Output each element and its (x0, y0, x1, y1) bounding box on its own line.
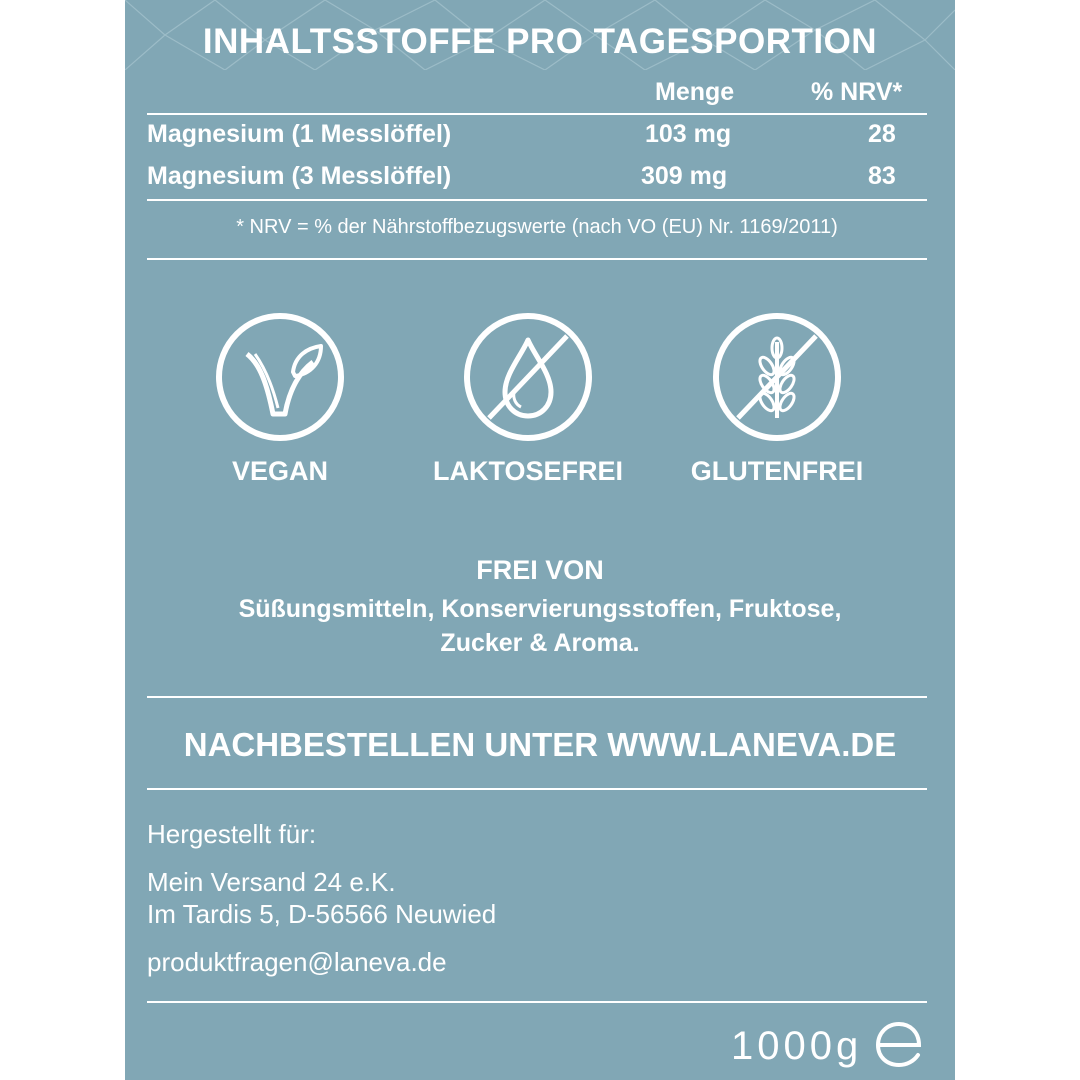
table-row-2-amount: 309 mg (641, 162, 728, 190)
nrv-footnote: * NRV = % der Nährstoffbezugswerte (nach VO (EU) Nr. 1169/2011) (236, 216, 838, 238)
column-header-nrv: % NRV* (811, 78, 903, 106)
table-row-1-name: Magnesium (1 Messlöffel) (147, 120, 452, 148)
free-from-text (125, 592, 955, 660)
badge-label-gluten-free: GLUTENFREI (690, 456, 864, 486)
column-header-amount: Menge (655, 78, 735, 106)
section-rule-4 (147, 1001, 927, 1003)
table-row-2-nrv: 83 (868, 162, 896, 190)
badge-label-vegan: VEGAN (231, 456, 329, 486)
table-row-1-nrv: 28 (868, 120, 896, 148)
table-row-2-name: Magnesium (3 Messlöffel) (147, 162, 452, 190)
manufacturer-label: Hergestellt für: (147, 819, 317, 849)
label-panel (125, 0, 955, 1080)
section-rule-3 (147, 788, 927, 790)
manufacturer-street: Im Tardis 5, D-56566 Neuwied (147, 899, 497, 929)
section-rule-2 (147, 696, 927, 698)
badge-label-lactose-free: LAKTOSEFREI (432, 456, 623, 486)
free-from-line-2: Zucker & Aroma. (440, 629, 640, 657)
estimated-e-icon (873, 1018, 925, 1070)
reorder-url: NACHBESTELLEN UNTER WWW.LANEVA.DE (183, 726, 897, 763)
table-bottom-rule (147, 199, 927, 201)
page-title: INHALTSSTOFFE PRO TAGESPORTION (202, 22, 878, 61)
vegan-leaf-icon (215, 312, 345, 442)
net-weight: 1000g (731, 1024, 863, 1068)
table-top-rule (147, 113, 927, 115)
free-from-line-1: Süßungsmitteln, Konservierungsstoffen, Fruktose, (238, 595, 842, 623)
manufacturer-company: Mein Versand 24 e.K. (147, 867, 396, 897)
free-from-title: FREI VON (476, 555, 604, 585)
section-rule-1 (147, 258, 927, 260)
table-row-1-amount: 103 mg (645, 120, 732, 148)
manufacturer-email: produktfragen@laneva.de (147, 947, 447, 977)
lactose-free-drop-icon (463, 312, 593, 442)
gluten-free-wheat-icon (712, 312, 842, 442)
